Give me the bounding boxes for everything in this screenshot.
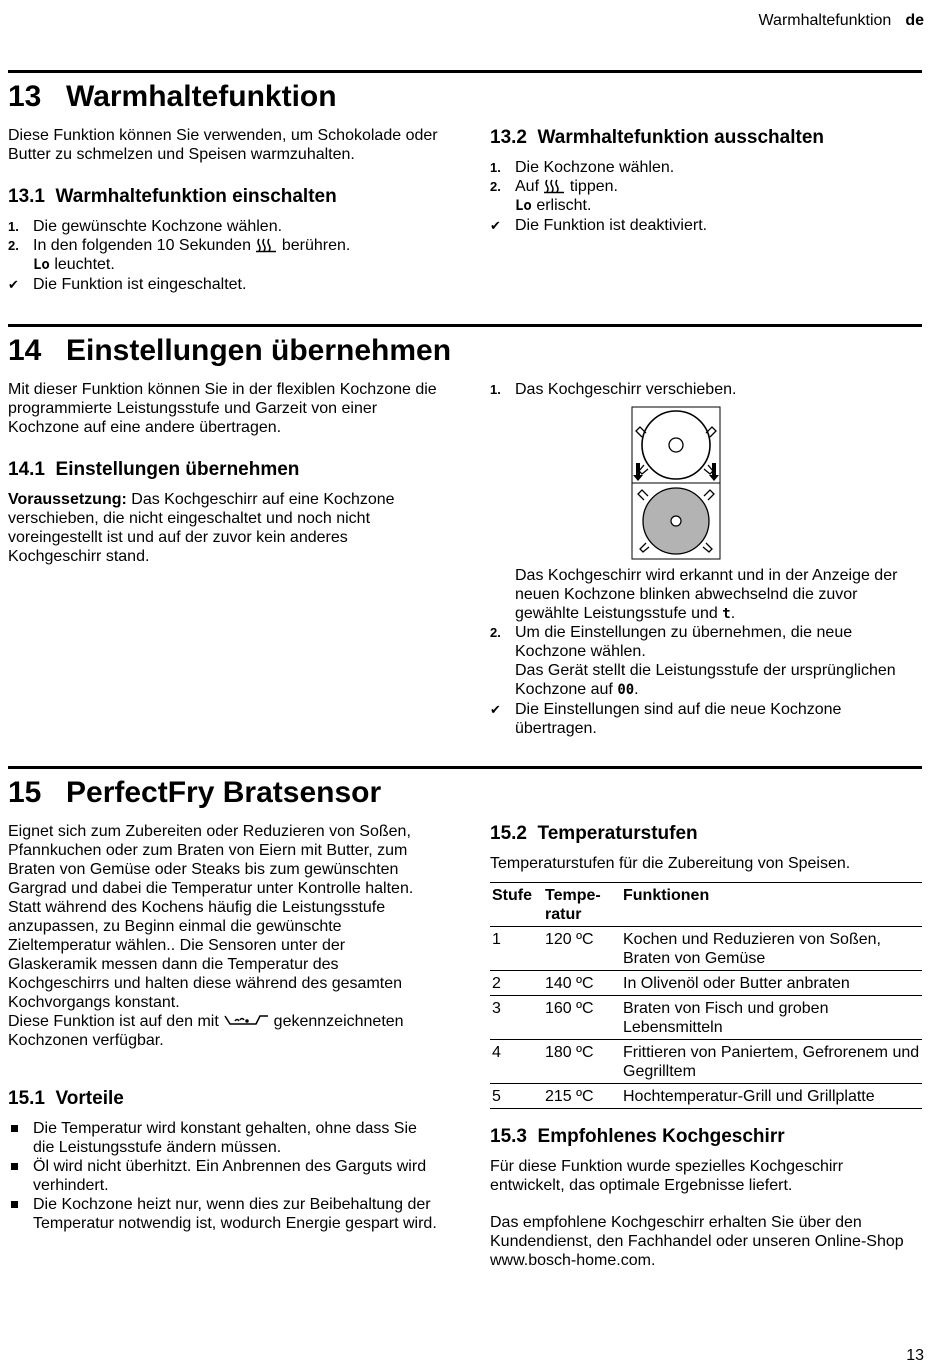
step-item: 2. Auf tippen. Lo erlischt.: [490, 178, 618, 214]
list-item: Die Temperatur wird konstant gehalten, ohne dass Sie die Leistungsstufe ändern müssen.: [8, 1119, 440, 1157]
section-rule: [8, 70, 922, 73]
section-14-title: 14 Einstellungen übernehmen: [8, 334, 452, 367]
list-item: Öl wird nicht überhitzt. Ein Anbrennen des Garguts wird verhindert.: [8, 1157, 440, 1195]
advantages-list: [8, 1119, 440, 1233]
subsection-15-2-title: 15.2 Temperaturstufen: [490, 823, 698, 844]
result-item: ✔ Die Einstellungen sind auf die neue Kochzone übertragen.: [490, 701, 842, 737]
pan-move-illustration: [628, 405, 724, 561]
list-item: Die Kochzone heizt nur, wenn dies zur Beibehaltung der Temperatur notwendig ist, wodurch Energie gespart wird.: [8, 1195, 440, 1233]
prerequisite: Voraussetzung: Das Kochgeschirr auf eine Kochzone verschieben, die nicht eingeschaltet und noch nicht voreingestellt ist und auf der zuvor kein anderes Kochgeschirr stand.: [8, 491, 395, 565]
table-header-row: [490, 883, 922, 927]
step-item: 2. Um die Einstellungen zu übernehmen, die neue Kochzone wählen. Das Gerät stellt die Leistungsstufe der ursprünglichen Kochzone auf 00.: [490, 624, 896, 698]
step-item: 1. Das Kochgeschirr verschieben.: [490, 381, 737, 398]
section-15-intro: Eignet sich zum Zubereiten oder Reduzieren von Soßen, Pfannkuchen oder zum Braten von Eiern mit Butter, zum Braten von Gemüse oder Steaks bis zum gewünschten Gargrad und dabei die Temperatur unter Kontrolle halten. Statt während des Kochens häufig die Leistungsstufe anzupassen, zu Beginn einmal die gewünschte Zieltemperatur wählen.. Die Sensoren unter der Glaskeramik messen dann die Temperatur des Kochgeschirrs und halten diese während des gesamten Kochvorgangs konstant. Diese Funktion ist auf den mit gekennzeichneten Kochzonen verfügbar.: [8, 823, 414, 1049]
step-item: 1. Die Kochzone wählen.: [490, 159, 675, 176]
section-15-title: 15 PerfectFry Bratsensor: [8, 776, 382, 809]
section-rule: [8, 766, 922, 769]
steps-14: [490, 380, 922, 399]
perfectfry-icon: [223, 1013, 269, 1029]
warm-hold-icon: [543, 178, 565, 194]
section-14-intro: Mit dieser Funktion können Sie in der flexiblen Kochzone die programmierte Leistungsstufe und Garzeit von einer Kochzone auf eine andere übertragen.: [8, 381, 437, 436]
table-header: Tempe- ratur: [543, 883, 621, 927]
section-rule: [8, 324, 922, 327]
result-item: ✔ Die Funktion ist deaktiviert.: [490, 217, 708, 234]
subsection-15-3-title: 15.3 Empfohlenes Kochgeschirr: [490, 1126, 785, 1147]
table-header: Stufe: [490, 883, 543, 927]
table-row: 4 180 ºC Frittieren von Paniertem, Gefrorenem und Gegrilltem: [490, 1040, 922, 1084]
table-row: 2 140 ºC In Olivenöl oder Butter anbraten: [490, 971, 922, 996]
result-item: ✔ Die Funktion ist eingeschaltet.: [8, 276, 247, 293]
check-icon: ✔: [490, 218, 501, 233]
display-symbol: Lo: [33, 257, 50, 273]
table-row: 1 120 ºC Kochen und Reduzieren von Soßen, Braten von Gemüse: [490, 927, 922, 971]
step-item: 1. Die gewünschte Kochzone wählen.: [8, 218, 283, 235]
check-icon: ✔: [8, 277, 19, 292]
subsection-13-2-title: 13.2 Warmhaltefunktion ausschalten: [490, 127, 825, 148]
cookware-text-1: Für diese Funktion wurde spezielles Kochgeschirr entwickelt, das optimale Ergebnisse liefert.: [490, 1158, 844, 1194]
temperature-table: [490, 882, 922, 1109]
header-lang: de: [905, 12, 924, 29]
section-13-title: 13 Warmhaltefunktion: [8, 80, 337, 113]
section-13-intro: Diese Funktion können Sie verwenden, um Schokolade oder Butter zu schmelzen und Speisen warmzuhalten.: [8, 127, 438, 163]
header-title: Warmhaltefunktion: [758, 12, 892, 29]
temperature-intro: Temperaturstufen für die Zubereitung von Speisen.: [490, 855, 851, 872]
display-symbol: Lo: [515, 198, 532, 214]
cookware-text-2: Das empfohlene Kochgeschirr erhalten Sie über den Kundendienst, den Fachhandel oder unseren Online-Shop www.bosch-home.com.: [490, 1214, 904, 1269]
running-header: [759, 12, 924, 30]
table-row: 5 215 ºC Hochtemperatur-Grill und Grillplatte: [490, 1084, 922, 1109]
subsection-15-1-title: 15.1 Vorteile: [8, 1088, 124, 1109]
subsection-13-1-title: 13.1 Warmhaltefunktion einschalten: [8, 186, 337, 207]
steps-14-cont: [490, 623, 924, 738]
steps-13-2: [490, 158, 922, 235]
step1-result: Das Kochgeschirr wird erkannt und in der Anzeige der neuen Kochzone blinken abwechselnd die zuvor gewählte Leistungsstufe und t.: [515, 567, 898, 622]
warm-hold-icon: [255, 237, 277, 253]
steps-13-1: [8, 217, 438, 294]
subsection-14-1-title: 14.1 Einstellungen übernehmen: [8, 459, 300, 480]
check-icon: ✔: [490, 702, 501, 717]
table-row: 3 160 ºC Braten von Fisch und groben Lebensmitteln: [490, 996, 922, 1040]
table-header: Funktionen: [621, 883, 922, 927]
page-number: 13: [906, 1347, 924, 1364]
step-item: 2. In den folgenden 10 Sekunden berühren. Lo leuchtet.: [8, 237, 351, 273]
